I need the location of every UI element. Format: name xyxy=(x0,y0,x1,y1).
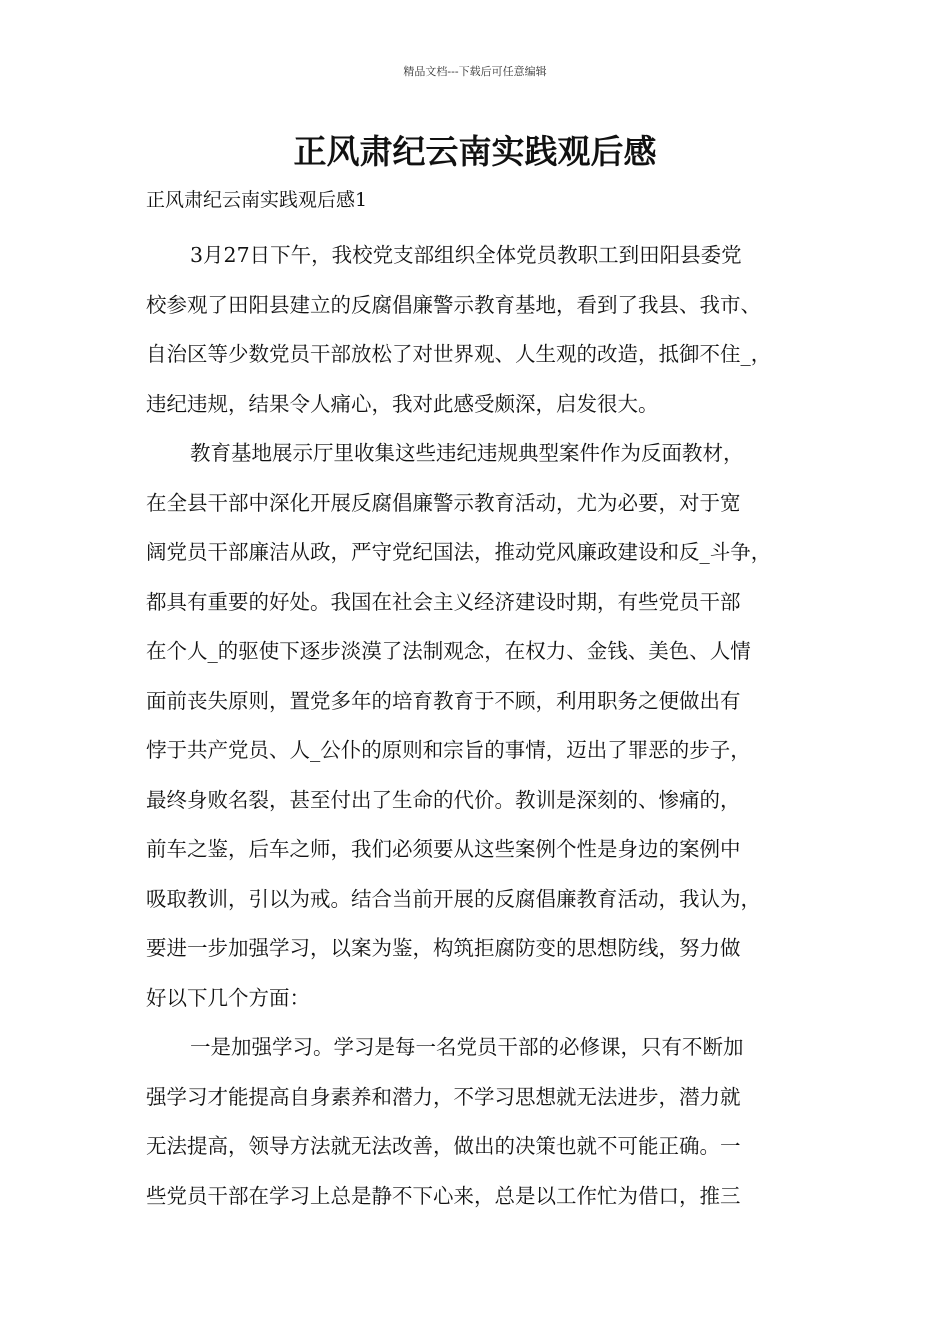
paragraph-line: 在全县干部中深化开展反腐倡廉警示教育活动，尤为必要，对于宽 xyxy=(146,490,741,515)
paragraph-line: 面前丧失原则，置党多年的培育教育于不顾，利用职务之便做出有 xyxy=(146,688,741,713)
paragraph-line: 一是加强学习。学习是每一名党员干部的必修课，只有不断加 xyxy=(190,1035,744,1059)
paragraph-line: 校参观了田阳县建立的反腐倡廉警示教育基地，看到了我县、我市、 xyxy=(146,292,761,317)
paragraph-line: 好以下几个方面： xyxy=(146,985,310,1010)
paragraph-line: 些党员干部在学习上总是静不下心来，总是以工作忙为借口，推三 xyxy=(146,1183,741,1208)
paragraph-line: 都具有重要的好处。我国在社会主义经济建设时期，有些党员干部 xyxy=(146,589,741,614)
header-note: 精品文档---下载后可任意编辑 xyxy=(403,65,547,78)
paragraph xyxy=(146,1023,822,1221)
paragraph-line: 教育基地展示厅里收集这些违纪违规典型案件作为反面教材， xyxy=(190,441,744,465)
paragraph-line: 3月27日下午，我校党支部组织全体党员教职工到田阳县委党 xyxy=(190,243,742,267)
paragraph-line: 在个人_的驱使下逐步淡漠了法制观念，在权力、金钱、美色、人情 xyxy=(146,639,751,663)
paragraph-line: 要进一步加强学习，以案为鉴，构筑拒腐防变的思想防线，努力做 xyxy=(146,936,741,960)
paragraph-line: 强学习才能提高自身素养和潜力，不学习思想就无法进步，潜力就 xyxy=(146,1084,741,1109)
paragraph-line: 吸取教训，引以为戒。结合当前开展的反腐倡廉教育活动，我认为， xyxy=(146,886,761,911)
paragraph xyxy=(146,429,822,1023)
paragraph-line: 违纪违规，结果令人痛心，我对此感受颇深，启发很大。 xyxy=(146,391,659,416)
document-title: 正风肃纪云南实践观后感 xyxy=(293,132,657,171)
paragraph-line: 阔党员干部廉洁从政，严守党纪国法，推动党风廉政建设和反_斗争， xyxy=(146,540,772,564)
paragraph-line: 无法提高，领导方法就无法改善，做出的决策也就不可能正确。一 xyxy=(146,1134,741,1158)
paragraph-line: 自治区等少数党员干部放松了对世界观、人生观的改造，抵御不住_， xyxy=(146,342,772,366)
paragraph-line: 悖于共产党员、人_公仆的原则和宗旨的事情，迈出了罪恶的步子， xyxy=(146,738,751,762)
section-subtitle: 正风肃纪云南实践观后感1 xyxy=(146,189,368,211)
paragraph xyxy=(146,231,822,429)
paragraph-line: 前车之鉴，后车之师，我们必须要从这些案例个性是身边的案例中 xyxy=(146,837,741,861)
body-text xyxy=(146,231,822,1221)
paragraph-line: 最终身败名裂，甚至付出了生命的代价。教训是深刻的、惨痛的， xyxy=(146,787,741,812)
